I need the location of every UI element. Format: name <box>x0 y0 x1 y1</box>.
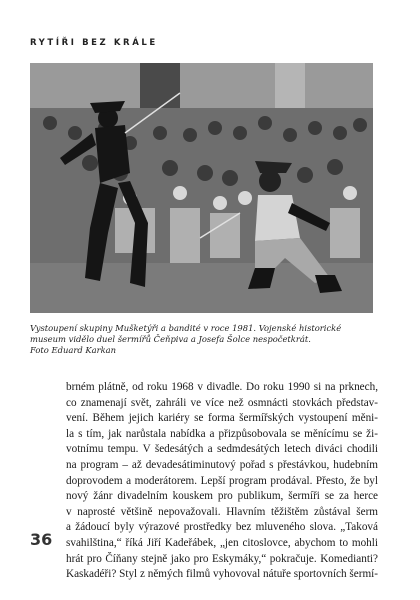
body-line: hrát pro Číňany stejně jako pro Eskymáky,“ pokračuje. Komedianti? <box>66 552 378 565</box>
body-line: v naprosté většině nepovažovali. Hlavním těžištěm zůstával šerm <box>66 505 378 518</box>
photo-caption <box>30 323 375 356</box>
body-line: la s tím, jak narůstala nabídka a přizpůsobovala se měnícímu se ži- <box>66 427 378 440</box>
caption-photo-credit: Foto Eduard Karkan <box>30 345 117 355</box>
body-line: a žádoucí byly výrazové prostředky bez mluveného slova. „Taková <box>66 521 378 534</box>
body-line: votnímu tempu. V šedesátých a sedmdesátých letech diváci chodili <box>66 443 378 456</box>
body-line: na program – až devadesátiminutový pořad s přestávkou, hudebním <box>66 458 378 471</box>
body-line: svahilština,“ říká Jiří Kadeřábek, „jen citoslovce, abychom to mohli <box>66 536 378 549</box>
caption-line: Vystoupení skupiny Mušketýři a bandité v roce 1981. Vojenské historické <box>30 323 342 333</box>
running-header: RYTÍŘI BEZ KRÁLE <box>30 38 158 48</box>
caption-line: museum vidělo duel šermířů Čeňpiva a Josefa Šolce nespočetkrát. <box>30 334 311 344</box>
body-line: nový žánr divadelním kouskem pro publikum, šermíři se za herce <box>66 490 378 503</box>
body-line: doprovodem a moderátorem. Lepší program prodával. Přesto, že byl <box>66 474 378 487</box>
body-line: vení. Během jejich kariéry se forma šermířských vystoupení měni- <box>66 412 378 425</box>
body-line: co znamenají svět, zahráli ve více než osmnácti stovkách představ- <box>66 396 378 409</box>
body-line: brném plátně, od roku 1968 v divadle. Do roku 1990 si na prknech, <box>66 381 378 393</box>
page-number: 36 <box>30 530 53 549</box>
body-text <box>66 380 378 583</box>
photo-duel-scene <box>30 63 373 313</box>
body-line: Kaskadéři? Styl z němých filmů vyhovoval nátuře sportovních šermí- <box>66 568 378 581</box>
